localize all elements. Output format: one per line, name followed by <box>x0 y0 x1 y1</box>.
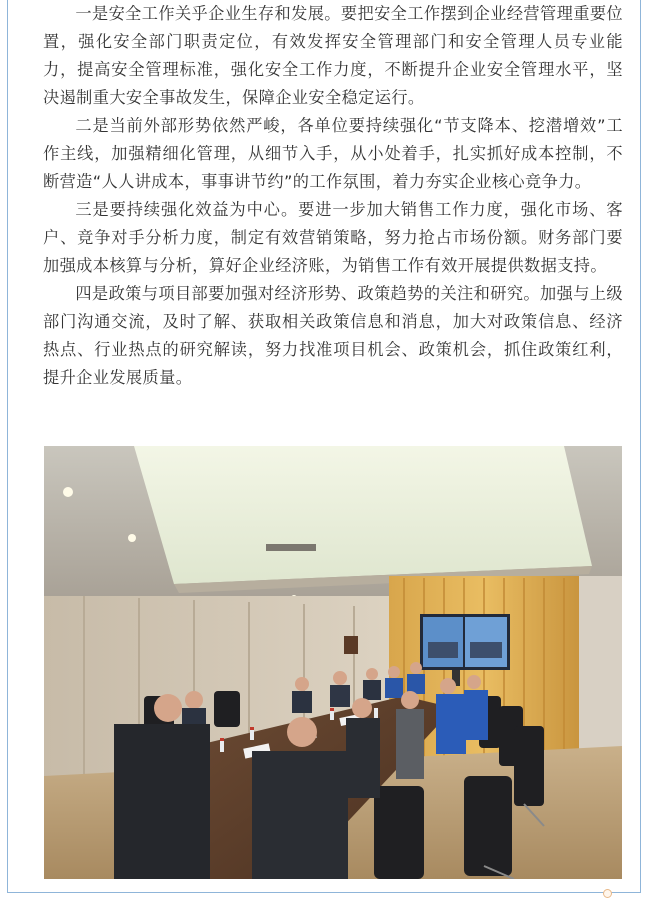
article-body <box>43 0 623 392</box>
paragraph-3: 三是要持续强化效益为中心。要进一步加大销售工作力度，强化市场、客户、竞争对手分析力度，制定有效营销策略，努力抢占市场份额。财务部门要加强成本核算与分析，算好企业经济账，为销售工作有效开展提供数据支持。 <box>43 200 623 275</box>
paragraph-4: 四是政策与项目部要加强对经济形势、政策趋势的关注和研究。加强与上级部门沟通交流，及时了解、获取相关政策信息和消息，加大对政策信息、经济热点、行业热点的研究解读，努力找准项目机会、政策机会，抓住政策红利，提升企业发展质量。 <box>43 284 623 387</box>
meeting-room-photo <box>44 446 622 879</box>
paragraph-2: 二是当前外部形势依然严峻，各单位要持续强化“节支降本、挖潜增效”工作主线，加强精细化管理，从细节入手，从小处着手，扎实抓好成本控制，不断营造“人人讲成本，事事讲节约”的工作氛围，着力夯实企业核心竞争力。 <box>43 116 623 191</box>
paragraph-1: 一是安全工作关乎企业生存和发展。要把安全工作摆到企业经营管理重要位置，强化安全部门职责定位，有效发挥安全管理部门和安全管理人员专业能力，提高安全管理标准，强化安全工作力度，不断提升企业安全管理水平，坚决遏制重大安全事故发生，保障企业安全稳定运行。 <box>43 4 623 107</box>
decorative-dot <box>603 889 612 898</box>
